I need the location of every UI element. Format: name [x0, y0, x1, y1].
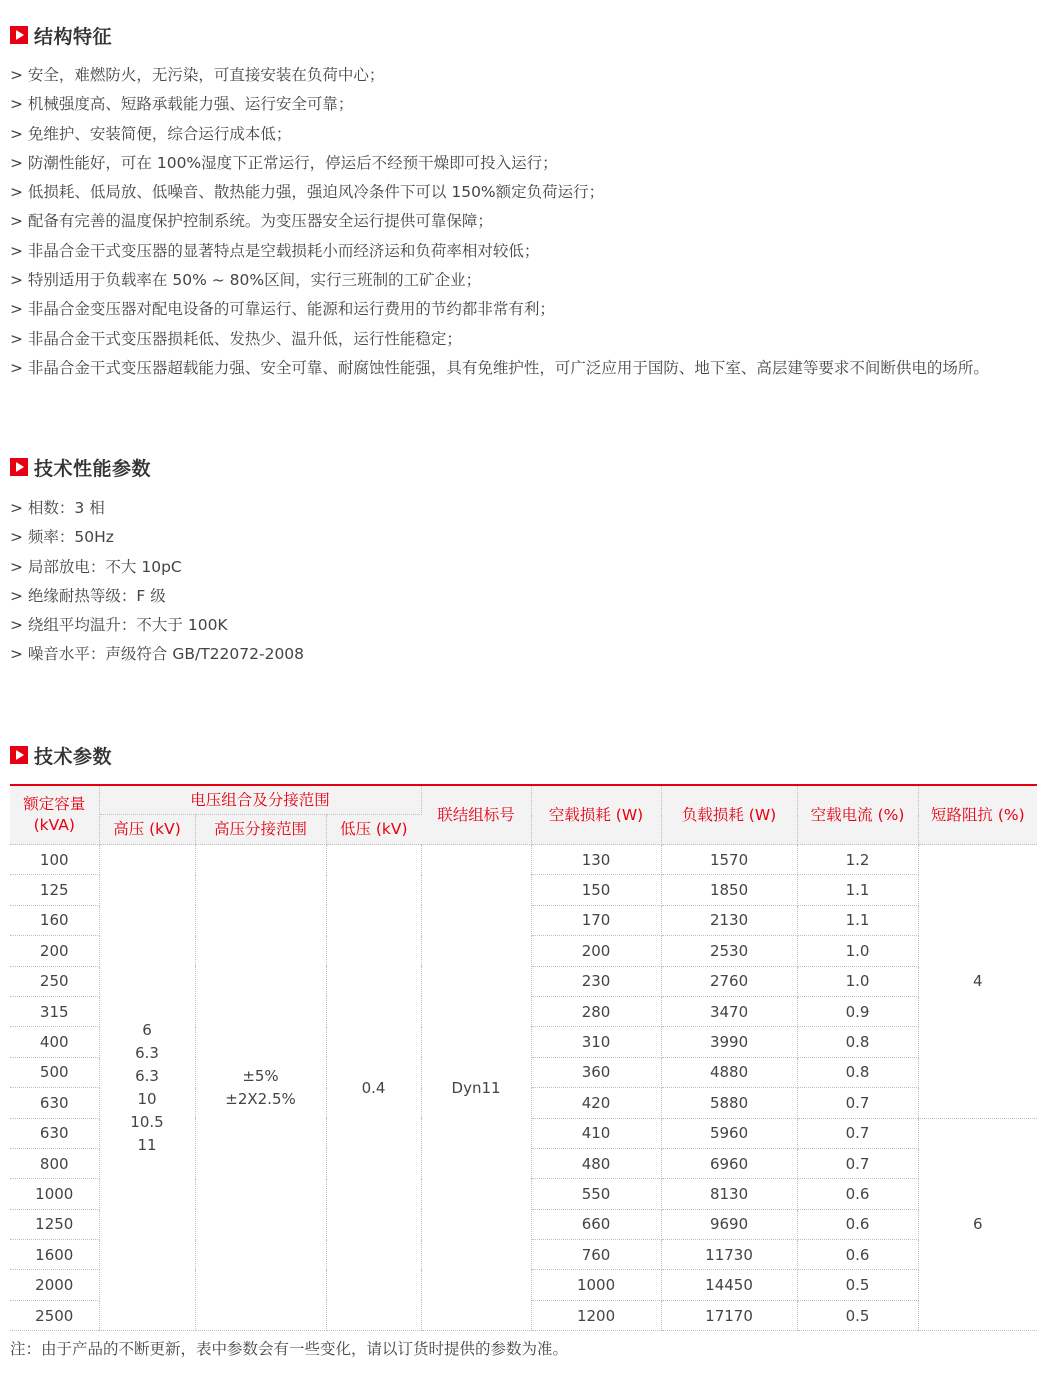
- header-rated-capacity: 额定容量 (kVA): [10, 785, 99, 845]
- cell-no-load-loss: 130: [531, 845, 661, 875]
- cell-capacity: 630: [10, 1088, 99, 1118]
- cell-no-load-loss: 310: [531, 1027, 661, 1057]
- cell-lv: 0.4: [326, 845, 421, 1331]
- cell-no-load-loss: 230: [531, 966, 661, 996]
- section-title-text: 技术性能参数: [34, 457, 152, 480]
- hv-value: 10: [137, 1089, 157, 1108]
- cell-load-loss: 3990: [661, 1027, 797, 1057]
- cell-no-load-current: 1.0: [797, 936, 918, 966]
- performance-list: [10, 494, 304, 670]
- cell-no-load-current: 1.1: [797, 905, 918, 935]
- list-item: > 绝缘耐热等级：F 级: [10, 582, 304, 611]
- cell-impedance: 4: [918, 845, 1037, 1119]
- cell-no-load-loss: 420: [531, 1088, 661, 1118]
- cell-load-loss: 4880: [661, 1057, 797, 1087]
- list-item: > 免维护、安装简便，综合运行成本低；: [10, 120, 989, 149]
- cell-no-load-loss: 280: [531, 996, 661, 1026]
- header-hv: 高压 (kV): [99, 815, 195, 845]
- cell-capacity: 160: [10, 905, 99, 935]
- cell-capacity: 315: [10, 996, 99, 1026]
- hv-tap-value: ±5%: [242, 1066, 279, 1085]
- cell-load-loss: 3470: [661, 996, 797, 1026]
- header-hv-tap: 高压分接范围: [195, 815, 326, 845]
- cell-no-load-loss: 150: [531, 875, 661, 905]
- list-item: > 非晶合金干式变压器损耗低、发热少、温升低，运行性能稳定；: [10, 325, 989, 354]
- hv-value: 6.3: [135, 1066, 159, 1085]
- list-item: > 特别适用于负载率在 50% ~ 80%区间，实行三班制的工矿企业；: [10, 266, 989, 295]
- feature-list: [10, 61, 989, 383]
- cell-capacity: 250: [10, 966, 99, 996]
- cell-no-load-current: 0.7: [797, 1088, 918, 1118]
- hv-value: 6: [142, 1020, 152, 1039]
- cell-no-load-loss: 480: [531, 1148, 661, 1178]
- cell-no-load-loss: 200: [531, 936, 661, 966]
- cell-no-load-current: 0.5: [797, 1300, 918, 1330]
- cell-capacity: 2500: [10, 1300, 99, 1330]
- table-row: [10, 845, 1037, 875]
- header-lv: 低压 (kV): [326, 815, 421, 845]
- header-no-load-loss: 空载损耗 (W): [531, 785, 661, 845]
- hv-value: 11: [137, 1135, 157, 1154]
- play-icon: [10, 458, 28, 476]
- cell-no-load-loss: 360: [531, 1057, 661, 1087]
- list-item: > 非晶合金干式变压器的显著特点是空载损耗小而经济运和负荷率相对较低；: [10, 237, 989, 266]
- cell-no-load-loss: 1200: [531, 1300, 661, 1330]
- cell-no-load-current: 0.7: [797, 1148, 918, 1178]
- section-title-parameters: [10, 743, 112, 767]
- cell-no-load-current: 0.6: [797, 1209, 918, 1239]
- header-vector-group: 联结组标号: [421, 785, 531, 845]
- cell-load-loss: 2530: [661, 936, 797, 966]
- parameter-table: [10, 784, 1037, 1331]
- cell-capacity: 400: [10, 1027, 99, 1057]
- cell-load-loss: 5960: [661, 1118, 797, 1148]
- cell-hv-values: [99, 845, 195, 1331]
- cell-capacity: 630: [10, 1118, 99, 1148]
- cell-no-load-current: 1.2: [797, 845, 918, 875]
- list-item: > 非晶合金干式变压器超载能力强、安全可靠、耐腐蚀性能强，具有免维护性，可广泛应用于国防、地下室、高层建等要求不间断供电的场所。: [10, 354, 989, 383]
- cell-capacity: 800: [10, 1148, 99, 1178]
- cell-no-load-loss: 660: [531, 1209, 661, 1239]
- list-item: > 机械强度高、短路承载能力强、运行安全可靠；: [10, 90, 989, 119]
- cell-load-loss: 5880: [661, 1088, 797, 1118]
- header-impedance: 短路阻抗 (%): [918, 785, 1037, 845]
- cell-load-loss: 11730: [661, 1240, 797, 1270]
- section-title-text: 技术参数: [34, 745, 113, 768]
- list-item: > 防潮性能好，可在 100%湿度下正常运行，停运后不经预干燥即可投入运行；: [10, 149, 989, 178]
- cell-no-load-loss: 410: [531, 1118, 661, 1148]
- cell-load-loss: 9690: [661, 1209, 797, 1239]
- cell-no-load-loss: 1000: [531, 1270, 661, 1300]
- list-item: > 安全，难燃防火，无污染，可直接安装在负荷中心；: [10, 61, 989, 90]
- cell-no-load-current: 1.0: [797, 966, 918, 996]
- list-item: > 局部放电：不大 10pC: [10, 553, 304, 582]
- cell-no-load-current: 0.8: [797, 1027, 918, 1057]
- cell-load-loss: 17170: [661, 1300, 797, 1330]
- cell-capacity: 500: [10, 1057, 99, 1087]
- cell-capacity: 1600: [10, 1240, 99, 1270]
- cell-load-loss: 1850: [661, 875, 797, 905]
- cell-load-loss: 2130: [661, 905, 797, 935]
- header-load-loss: 负载损耗 (W): [661, 785, 797, 845]
- cell-no-load-current: 0.6: [797, 1240, 918, 1270]
- cell-impedance: 6: [918, 1118, 1037, 1331]
- hv-value: 6.3: [135, 1043, 159, 1062]
- cell-no-load-loss: 550: [531, 1179, 661, 1209]
- cell-load-loss: 14450: [661, 1270, 797, 1300]
- play-icon: [10, 746, 28, 764]
- cell-hv-tap: [195, 845, 326, 1331]
- cell-load-loss: 1570: [661, 845, 797, 875]
- section-title-performance: [10, 455, 151, 479]
- list-item: > 噪音水平：声级符合 GB/T22072-2008: [10, 640, 304, 669]
- cell-no-load-loss: 170: [531, 905, 661, 935]
- list-item: > 绕组平均温升：不大于 100K: [10, 611, 304, 640]
- cell-no-load-current: 0.5: [797, 1270, 918, 1300]
- cell-capacity: 125: [10, 875, 99, 905]
- cell-no-load-loss: 760: [531, 1240, 661, 1270]
- hv-value: 10.5: [130, 1112, 164, 1131]
- cell-capacity: 1250: [10, 1209, 99, 1239]
- cell-no-load-current: 0.9: [797, 996, 918, 1026]
- list-item: > 配备有完善的温度保护控制系统。为变压器安全运行提供可靠保障；: [10, 207, 989, 236]
- cell-capacity: 1000: [10, 1179, 99, 1209]
- section-title-structure: [10, 23, 112, 47]
- cell-capacity: 200: [10, 936, 99, 966]
- list-item: > 低损耗、低局放、低噪音、散热能力强，强迫风冷条件下可以 150%额定负荷运行；: [10, 178, 989, 207]
- cell-vector-group: Dyn11: [421, 845, 531, 1331]
- cell-load-loss: 8130: [661, 1179, 797, 1209]
- list-item: > 相数：3 相: [10, 494, 304, 523]
- header-voltage-group: 电压组合及分接范围: [99, 785, 421, 815]
- cell-no-load-current: 0.8: [797, 1057, 918, 1087]
- hv-tap-value: ±2X2.5%: [225, 1089, 296, 1108]
- list-item: > 频率：50Hz: [10, 523, 304, 552]
- play-icon: [10, 26, 28, 44]
- header-no-load-current: 空载电流 (%): [797, 785, 918, 845]
- section-title-text: 结构特征: [34, 25, 113, 48]
- cell-no-load-current: 0.7: [797, 1118, 918, 1148]
- cell-no-load-current: 1.1: [797, 875, 918, 905]
- cell-capacity: 2000: [10, 1270, 99, 1300]
- footnote: 注：由于产品的不断更新，表中参数会有一些变化，请以订货时提供的参数为准。: [10, 1340, 569, 1358]
- list-item: > 非晶合金变压器对配电设备的可靠运行、能源和运行费用的节约都非常有利；: [10, 295, 989, 324]
- cell-load-loss: 2760: [661, 966, 797, 996]
- cell-load-loss: 6960: [661, 1148, 797, 1178]
- cell-capacity: 100: [10, 845, 99, 875]
- cell-no-load-current: 0.6: [797, 1179, 918, 1209]
